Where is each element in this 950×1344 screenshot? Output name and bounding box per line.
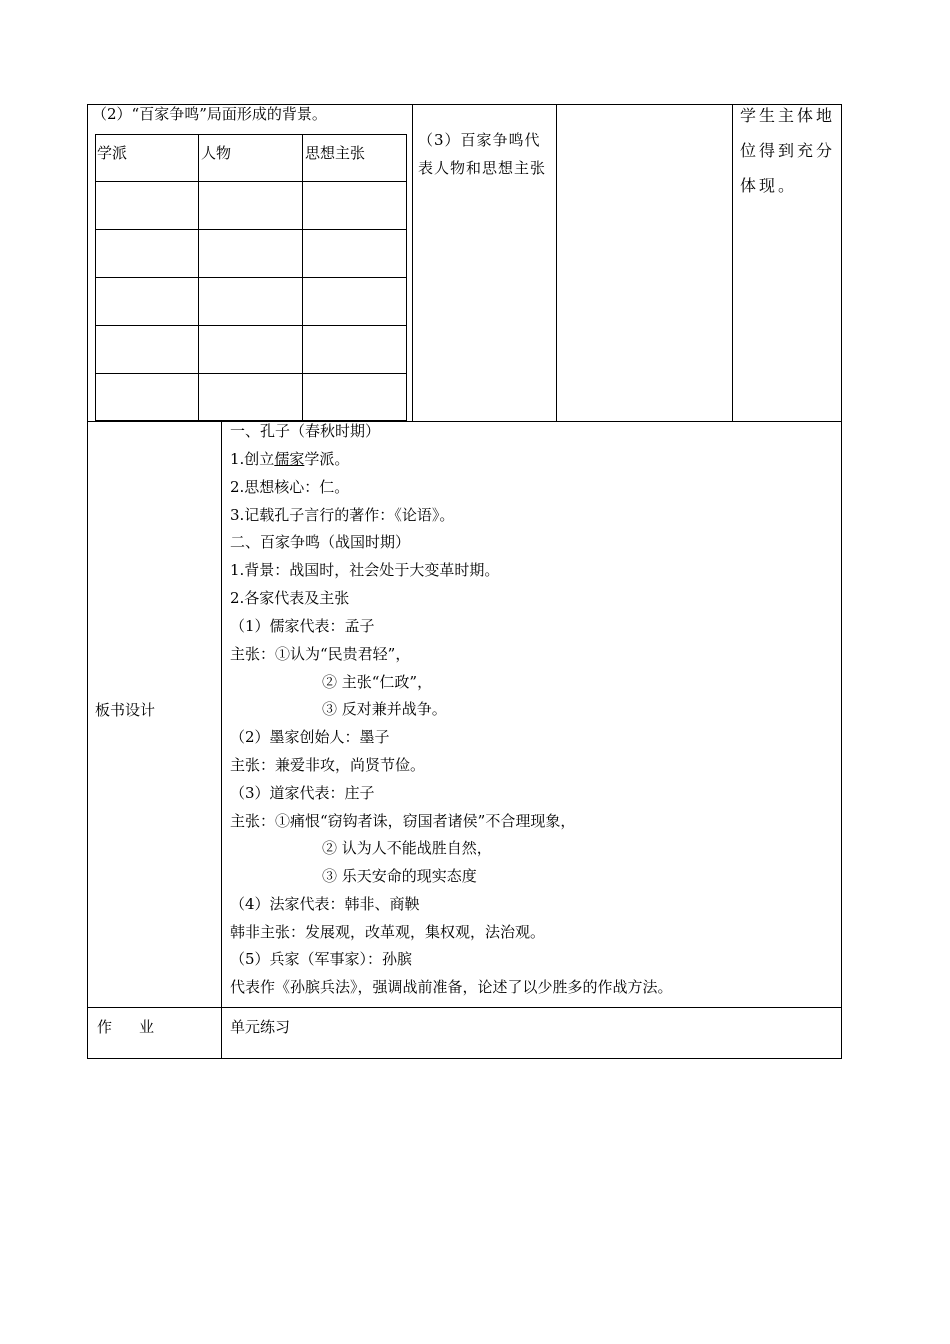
school-table-line: [95, 325, 407, 326]
school-table-line: [198, 134, 199, 421]
board-text: 1.创立: [230, 450, 275, 468]
board-line: 3.记载孔子言行的著作：《论语》。: [230, 506, 455, 524]
school-table-header: 思想主张: [305, 144, 366, 162]
board-line: 一、孔子（春秋时期）: [230, 422, 381, 440]
board-line: （2）墨家创始人：墨子: [230, 728, 390, 746]
table-right-border: [841, 104, 842, 1059]
school-table-line: [95, 134, 407, 135]
table-left-border: [87, 104, 88, 1059]
board-line: ③ 反对兼并战争。: [322, 700, 447, 718]
representatives-heading: （3）百家争鸣代表人物和思想主张: [418, 131, 547, 177]
board-design-label: 板书设计: [95, 701, 156, 719]
board-line: 代表作《孙膑兵法》，强调战前准备，论述了以少胜多的作战方法。: [230, 978, 673, 996]
homework-content: 单元练习: [230, 1018, 291, 1036]
board-line: 二、百家争鸣（战国时期）: [230, 533, 411, 551]
board-text: 学派。: [304, 450, 350, 468]
label-column-divider: [221, 421, 222, 1059]
table-bottom-border: [87, 1058, 842, 1059]
top-row-divider-c: [732, 104, 733, 422]
board-line: ③ 乐天安命的现实态度: [322, 867, 477, 885]
board-line: 韩非主张：发展观，改革观，集权观，法治观。: [230, 923, 546, 941]
school-table-line: [95, 181, 407, 182]
board-line: [230, 449, 349, 469]
board-line: 2.各家代表及主张: [230, 589, 350, 607]
board-line: 主张：兼爱非攻，尚贤节俭。: [230, 756, 426, 774]
top-row-divider-b: [556, 104, 557, 422]
board-line: （3）道家代表：庄子: [230, 784, 375, 802]
background-heading: （2）“百家争鸣”局面形成的背景。: [92, 105, 327, 123]
board-line: 主张：①痛恨“窃钩者诛，窃国者诸侯”不合理现象，: [230, 812, 576, 830]
school-table-line: [95, 134, 96, 421]
board-line: 1.背景：战国时，社会处于大变革时期。: [230, 561, 500, 579]
school-table-line: [302, 134, 303, 421]
homework-label: 作 业: [97, 1018, 161, 1036]
row-divider-2: [87, 1007, 842, 1008]
board-line: ② 认为人不能战胜自然，: [322, 839, 492, 857]
board-line: （5）兵家（军事家）：孙膑: [230, 950, 413, 968]
school-table-line: [406, 134, 407, 421]
school-table-header: 学派: [97, 144, 128, 162]
board-line: 2.思想核心：仁。: [230, 478, 350, 496]
board-line: （4）法家代表：韩非、商鞅: [230, 895, 420, 913]
board-line: （1）儒家代表：孟子: [230, 617, 375, 635]
school-table-header: 人物: [201, 144, 232, 162]
board-line: ② 主张“仁政”，: [322, 673, 433, 691]
row-divider-1: [87, 421, 842, 422]
board-underlined-text: 儒家: [274, 450, 305, 468]
top-row-divider-a: [412, 104, 413, 422]
student-role-note: 学生主体地位得到充分体现。: [740, 106, 836, 195]
school-table-line: [95, 229, 407, 230]
school-table-line: [95, 373, 407, 374]
board-line: 主张：①认为“民贵君轻”，: [230, 645, 411, 663]
school-table-line: [95, 277, 407, 278]
